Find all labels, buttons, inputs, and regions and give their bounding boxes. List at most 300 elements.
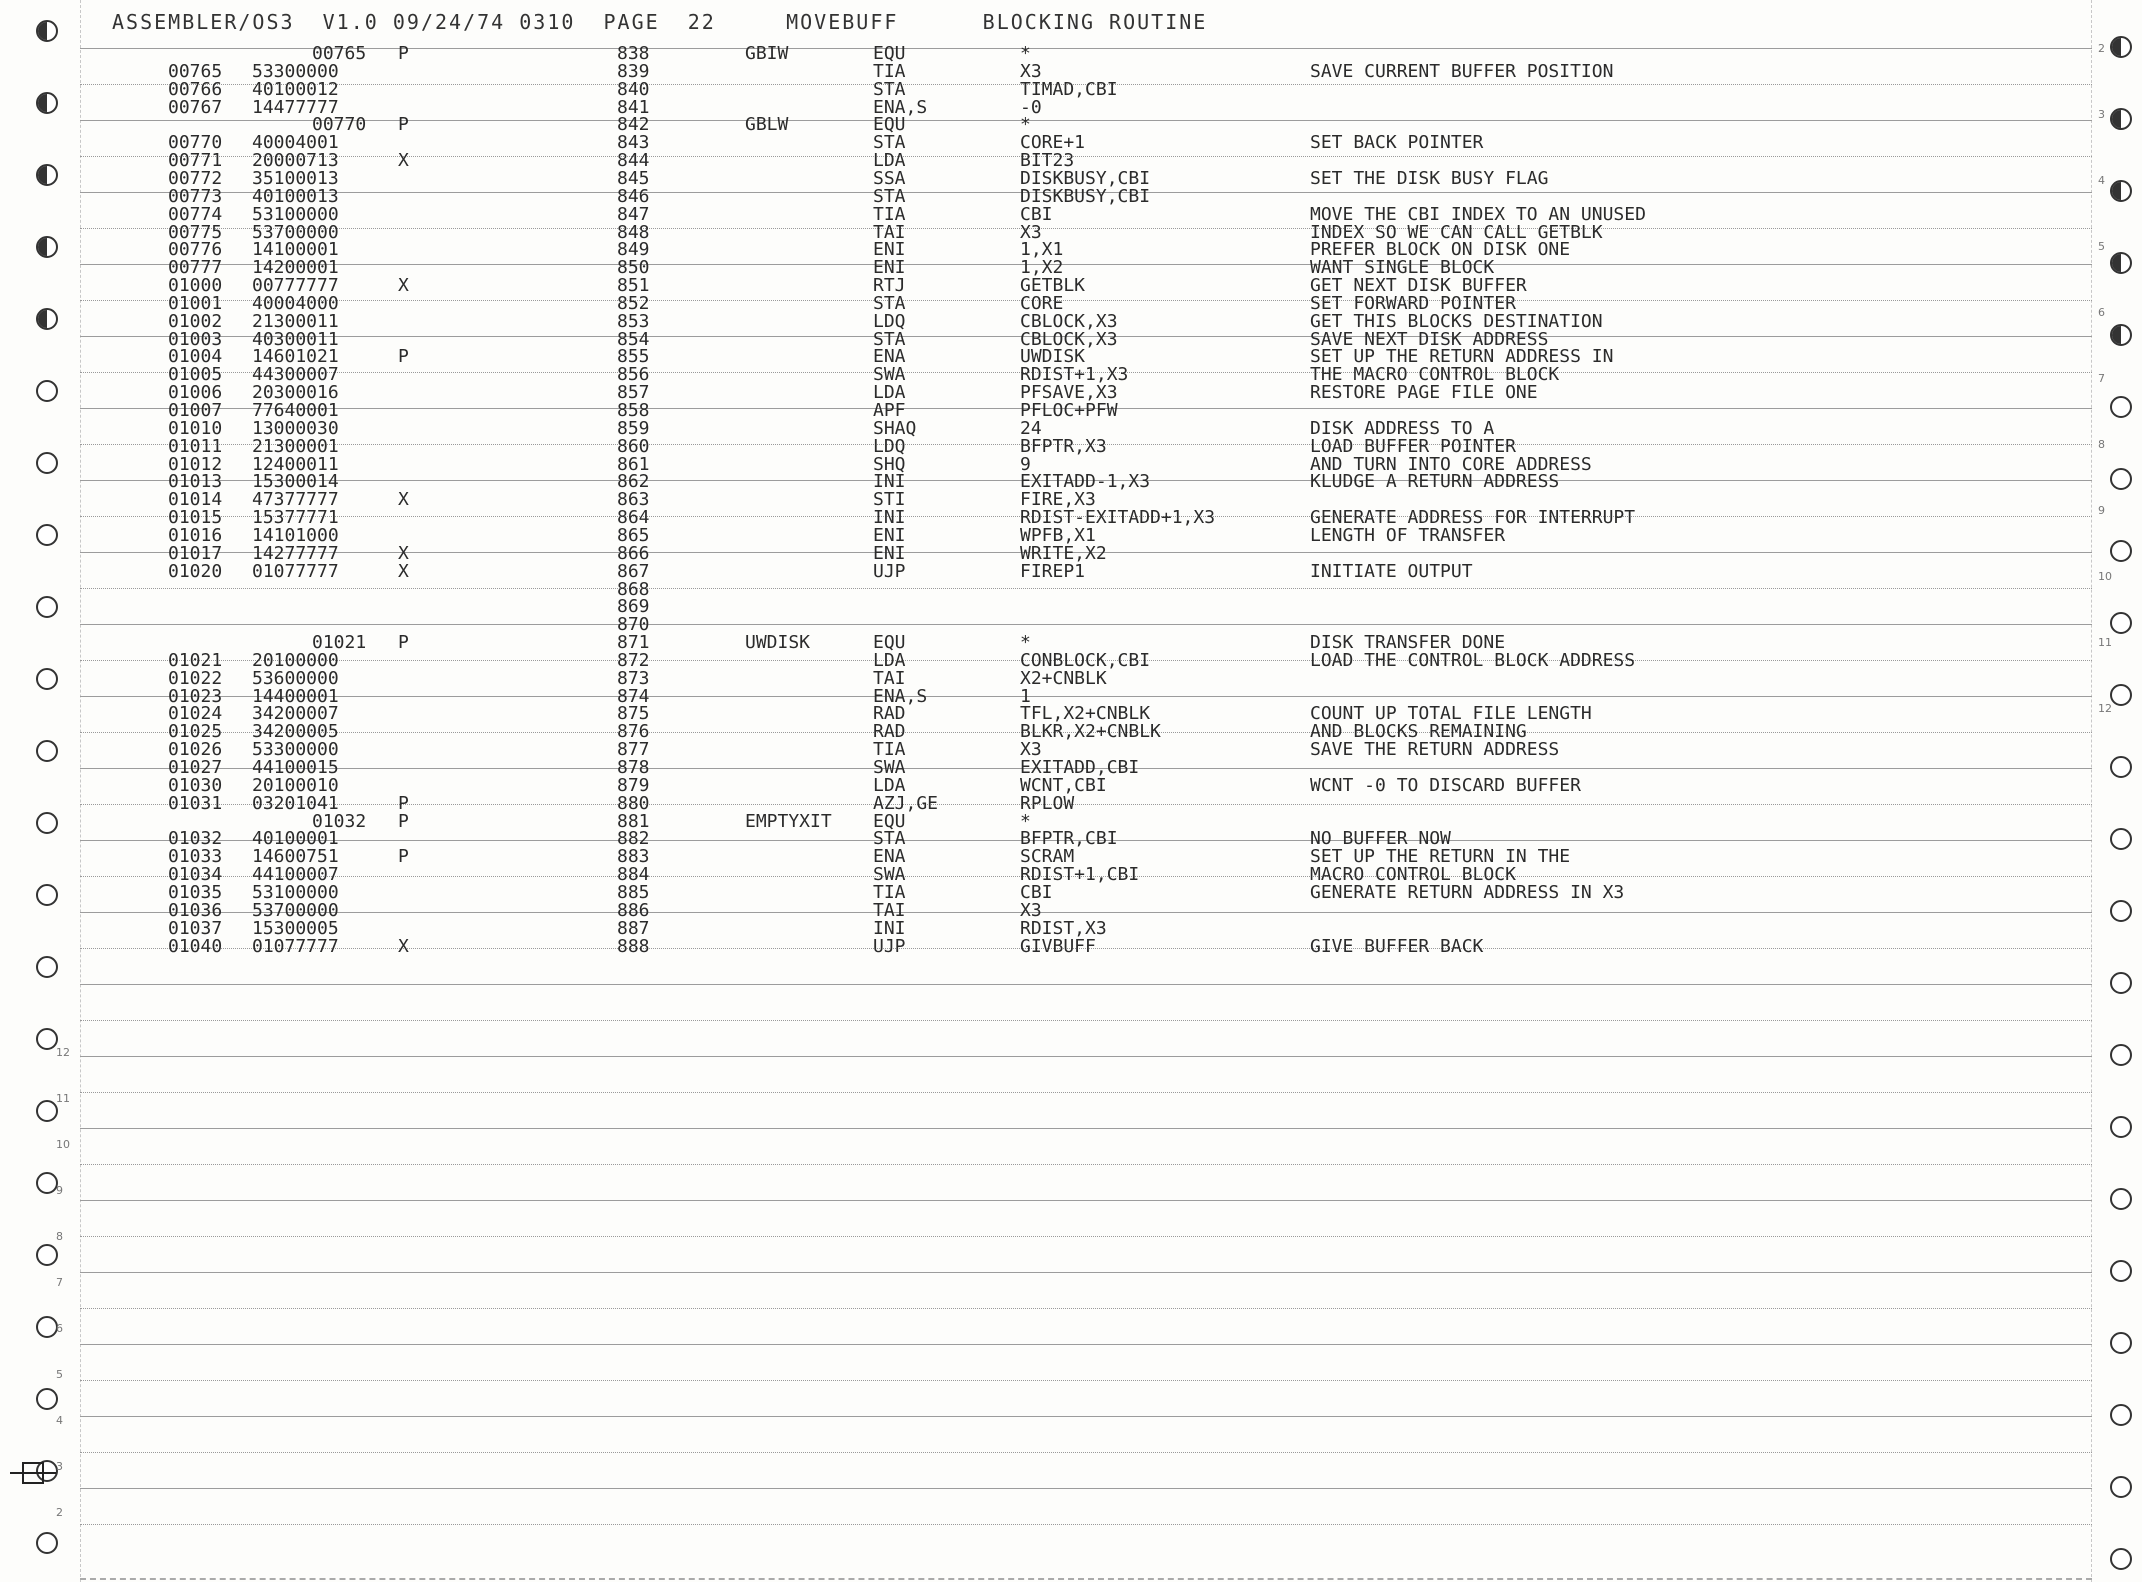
ruled-line	[80, 1056, 2092, 1057]
margin-number: 11	[2098, 636, 2112, 649]
listing-word: 77640001	[252, 400, 339, 421]
listing-seq: 861	[617, 453, 650, 475]
listing-op: SSA	[873, 167, 906, 189]
listing-addr: 01015	[168, 507, 223, 529]
ruled-line	[80, 1092, 2092, 1093]
listing-seq: 840	[617, 78, 650, 100]
listing-seq: 875	[617, 703, 650, 725]
listing-comment: SET FORWARD POINTER	[1310, 292, 1516, 314]
listing-addr: 01005	[168, 364, 223, 386]
listing-seq: 871	[617, 632, 650, 654]
listing-line	[0, 203, 2142, 225]
listing-addr: 00766	[168, 78, 223, 100]
tractor-hole-icon	[36, 20, 58, 42]
tractor-hole-icon	[36, 1532, 58, 1554]
listing-op: TAI	[873, 899, 906, 921]
ruled-line	[80, 1488, 2092, 1489]
listing-seq: 843	[617, 132, 650, 154]
listing-operand: UWDISK	[1020, 346, 1086, 368]
listing-op: LDQ	[873, 310, 906, 332]
listing-operand: BFPTR,X3	[1020, 435, 1107, 457]
margin-number: 9	[56, 1184, 63, 1197]
listing-op: ENI	[873, 542, 906, 564]
listing-word: 40300011	[252, 328, 339, 350]
listing-addr: 01016	[168, 524, 223, 546]
listing-word: 53700000	[252, 221, 339, 243]
listing-word: 14100001	[252, 239, 339, 261]
listing-addr: 00777	[168, 257, 223, 279]
listing-addr: 00774	[168, 203, 223, 225]
listing-op: EQU	[873, 810, 906, 832]
listing-addr: 01000	[168, 275, 223, 297]
listing-op: STI	[873, 489, 906, 511]
listing-addr: 00765	[168, 60, 223, 82]
listing-comment: LOAD THE CONTROL BLOCK ADDRESS	[1310, 649, 1636, 671]
ruled-line	[80, 1164, 2092, 1165]
listing-operand: CBLOCK,X3	[1020, 328, 1118, 350]
margin-number: 2	[56, 1506, 63, 1519]
listing-flag: P	[398, 810, 409, 832]
listing-operand: PFSAVE,X3	[1020, 382, 1118, 404]
margin-number: 12	[56, 1046, 70, 1059]
listing-op: SWA	[873, 757, 906, 778]
listing-op: LDA	[873, 774, 906, 796]
listing-operand: *	[1020, 114, 1031, 136]
listing-op: UJP	[873, 935, 906, 957]
listing-comment: LOAD BUFFER POINTER	[1310, 435, 1516, 457]
listing-flag: P	[398, 792, 409, 814]
listing-addr: 01034	[168, 864, 223, 886]
listing-op: ENA,S	[873, 685, 928, 707]
listing-word: 00777777	[252, 275, 339, 297]
listing-op: LDQ	[873, 435, 906, 457]
listing-addr: 01040	[168, 935, 223, 957]
listing-comment: THE MACRO CONTROL BLOCK	[1310, 364, 1560, 386]
listing-flag: X	[398, 935, 409, 957]
listing-operand: GIVBUFF	[1020, 935, 1096, 957]
listing-comment: AND BLOCKS REMAINING	[1310, 721, 1527, 743]
listing-comment: SET BACK POINTER	[1310, 132, 1484, 154]
listing-seq: 879	[617, 774, 650, 796]
listing-operand: RPLOW	[1020, 792, 1075, 814]
listing-seq: 852	[617, 292, 650, 314]
listing-op: STA	[873, 292, 906, 314]
listing-word: 20100010	[252, 774, 339, 796]
listing-word: 21300001	[252, 435, 339, 457]
tractor-hole-icon	[2110, 1116, 2132, 1138]
listing-word: 34200005	[252, 721, 339, 743]
listing-operand: WRITE,X2	[1020, 542, 1107, 564]
margin-number: 3	[56, 1460, 63, 1473]
listing-addr: 01026	[168, 739, 223, 761]
listing-addr: 01035	[168, 881, 223, 903]
listing-op: SHAQ	[873, 417, 917, 439]
listing-op: RTJ	[873, 275, 906, 297]
listing-op: TAI	[873, 667, 906, 689]
listing-word: 01077777	[252, 935, 339, 957]
listing-word: 14600751	[252, 846, 339, 868]
listing-word: 20300016	[252, 382, 339, 404]
listing-label: EMPTYXIT	[745, 810, 832, 832]
listing-operand: X2+CNBLK	[1020, 667, 1107, 689]
margin-number: 6	[2098, 306, 2105, 319]
listing-comment: SET UP THE RETURN IN THE	[1310, 846, 1571, 868]
listing-line	[0, 917, 2142, 939]
listing-operand: X3	[1020, 739, 1042, 761]
listing-seq: 888	[617, 935, 650, 957]
listing-addr: 01024	[168, 703, 223, 725]
listing-seq: 847	[617, 203, 650, 225]
listing-addr: 01010	[168, 417, 223, 439]
listing-operand: DISKBUSY,CBI	[1020, 185, 1151, 207]
listing-seq: 886	[617, 899, 650, 921]
listing-addr: 01023	[168, 685, 223, 707]
margin-number: 7	[2098, 372, 2105, 385]
listing-word: 12400011	[252, 453, 339, 475]
listing-flag: P	[398, 346, 409, 368]
listing-seq: 870	[617, 614, 650, 636]
listing-seq: 872	[617, 649, 650, 671]
listing-seq: 854	[617, 328, 650, 350]
header-time: 0310	[519, 10, 576, 34]
margin-number: 5	[56, 1368, 63, 1381]
listing-word: 00765	[312, 43, 367, 64]
listing-flag: X	[398, 275, 409, 297]
listing-word: 53100000	[252, 881, 339, 903]
listing-operand: RDIST-EXITADD+1,X3	[1020, 507, 1216, 529]
listing-word: 20100000	[252, 649, 339, 671]
listing-comment: PREFER BLOCK ON DISK ONE	[1310, 239, 1571, 261]
listing-line	[0, 78, 2142, 100]
margin-number: 10	[2098, 570, 2112, 583]
listing-seq: 841	[617, 96, 650, 118]
tractor-hole-icon	[2110, 1404, 2132, 1426]
listing-addr: 01012	[168, 453, 223, 475]
listing-word: 44300007	[252, 364, 339, 386]
listing-seq: 845	[617, 167, 650, 189]
listing-addr: 01020	[168, 560, 223, 582]
listing-operand: X3	[1020, 60, 1042, 82]
listing-op: ENI	[873, 239, 906, 261]
listing-operand: -0	[1020, 96, 1042, 118]
listing-seq: 877	[617, 739, 650, 761]
listing-addr: 01013	[168, 471, 223, 493]
listing-seq: 839	[617, 60, 650, 82]
listing-addr: 01025	[168, 721, 223, 743]
listing-operand: 1	[1020, 685, 1031, 707]
listing-label: GBLW	[745, 114, 789, 136]
listing-comment: WCNT -0 TO DISCARD BUFFER	[1310, 774, 1581, 796]
listing-comment: NO BUFFER NOW	[1310, 828, 1451, 850]
listing-addr: 00776	[168, 239, 223, 261]
listing-operand: X3	[1020, 221, 1042, 243]
margin-number: 8	[56, 1230, 63, 1243]
tractor-hole-icon	[36, 1028, 58, 1050]
listing-word: 14400001	[252, 685, 339, 707]
listing-addr: 00767	[168, 96, 223, 118]
listing-addr: 01001	[168, 292, 223, 314]
listing-seq: 838	[617, 43, 650, 64]
listing-operand: GETBLK	[1020, 275, 1086, 297]
listing-word: 15300005	[252, 917, 339, 939]
listing-word: 13000030	[252, 417, 339, 439]
listing-word: 01021	[312, 632, 367, 654]
listing-addr: 00770	[168, 132, 223, 154]
listing-addr: 01011	[168, 435, 223, 457]
listing-operand: CBI	[1020, 881, 1053, 903]
ruled-line	[80, 1416, 2092, 1417]
listing-word: 14601021	[252, 346, 339, 368]
listing-seq: 883	[617, 846, 650, 868]
listing-op: EQU	[873, 43, 906, 64]
listing-line	[0, 578, 2142, 600]
listing-comment: COUNT UP TOTAL FILE LENGTH	[1310, 703, 1592, 725]
tractor-hole-icon	[2110, 1260, 2132, 1282]
ruled-line	[80, 1020, 2092, 1021]
listing-addr: 01007	[168, 400, 223, 421]
tractor-hole-icon	[2110, 1476, 2132, 1498]
listing-seq: 876	[617, 721, 650, 743]
listing-op: INI	[873, 507, 906, 529]
listing-addr: 01030	[168, 774, 223, 796]
listing-seq: 866	[617, 542, 650, 564]
listing-addr: 01017	[168, 542, 223, 564]
margin-number: 7	[56, 1276, 63, 1289]
listing-operand: FIRE,X3	[1020, 489, 1096, 511]
listing-word: 00770	[312, 114, 367, 136]
ruled-line	[80, 1524, 2092, 1525]
listing-op: RAD	[873, 721, 906, 743]
margin-number: 3	[2098, 108, 2105, 121]
listing-comment: DISK ADDRESS TO A	[1310, 417, 1495, 439]
listing-addr: 01022	[168, 667, 223, 689]
listing-seq: 855	[617, 346, 650, 368]
listing-op: STA	[873, 828, 906, 850]
listing-op: UJP	[873, 560, 906, 582]
listing-comment: SET UP THE RETURN ADDRESS IN	[1310, 346, 1614, 368]
listing-seq: 859	[617, 417, 650, 439]
listing-flag: P	[398, 846, 409, 868]
listing-seq: 874	[617, 685, 650, 707]
listing-op: INI	[873, 471, 906, 493]
listing-comment: GIVE BUFFER BACK	[1310, 935, 1484, 957]
margin-number: 11	[56, 1092, 70, 1105]
listing-addr: 00775	[168, 221, 223, 243]
listing-op: EQU	[873, 632, 906, 654]
listing-addr: 01032	[168, 828, 223, 850]
listing-word: 20000713	[252, 150, 339, 172]
tractor-hole-icon	[36, 1244, 58, 1266]
listing-seq: 851	[617, 275, 650, 297]
listing-operand: DISKBUSY,CBI	[1020, 167, 1151, 189]
listing-seq: 880	[617, 792, 650, 814]
header-page-number: 22	[687, 10, 716, 34]
binder-clip-icon	[10, 1462, 56, 1486]
listing-operand: PFLOC+PFW	[1020, 400, 1118, 421]
listing-seq: 860	[617, 435, 650, 457]
listing-op: ENA,S	[873, 96, 928, 118]
listing-operand: 1,X2	[1020, 257, 1064, 279]
listing-operand: RDIST,X3	[1020, 917, 1107, 939]
listing-op: ENA	[873, 346, 906, 368]
ruled-line	[80, 1200, 2092, 1201]
listing-op: STA	[873, 328, 906, 350]
listing-comment: SAVE CURRENT BUFFER POSITION	[1310, 60, 1614, 82]
listing-seq: 846	[617, 185, 650, 207]
tractor-hole-icon	[36, 1100, 58, 1122]
listing-addr: 01031	[168, 792, 223, 814]
tractor-hole-icon	[2110, 1188, 2132, 1210]
tractor-hole-icon	[2110, 1044, 2132, 1066]
listing-seq: 863	[617, 489, 650, 511]
listing-operand: 24	[1020, 417, 1042, 439]
listing-operand: TIMAD,CBI	[1020, 78, 1118, 100]
listing-word: 40004001	[252, 132, 339, 154]
listing-operand: X3	[1020, 899, 1042, 921]
listing-comment: SAVE THE RETURN ADDRESS	[1310, 739, 1560, 761]
listing-seq: 869	[617, 596, 650, 618]
listing-addr: 01033	[168, 846, 223, 868]
listing-seq: 864	[617, 507, 650, 529]
listing-word: 35100013	[252, 167, 339, 189]
listing-seq: 878	[617, 757, 650, 778]
header-module: MOVEBUFF	[786, 10, 899, 34]
listing-operand: CONBLOCK,CBI	[1020, 649, 1151, 671]
margin-number: 5	[2098, 240, 2105, 253]
listing-operand: BIT23	[1020, 150, 1075, 172]
tractor-hole-icon	[36, 956, 58, 978]
listing-seq: 873	[617, 667, 650, 689]
listing-operand: TFL,X2+CNBLK	[1020, 703, 1151, 725]
listing-seq: 885	[617, 881, 650, 903]
listing-word: 14277777	[252, 542, 339, 564]
listing-op: INI	[873, 917, 906, 939]
listing-seq: 849	[617, 239, 650, 261]
ruled-line	[80, 1308, 2092, 1309]
listing-operand: RDIST+1,CBI	[1020, 864, 1140, 886]
header-title: BLOCKING ROUTINE	[982, 10, 1208, 34]
listing-operand: EXITADD,CBI	[1020, 757, 1140, 778]
listing-op: AZJ,GE	[873, 792, 939, 814]
listing-line	[0, 435, 2142, 457]
ruled-line	[80, 984, 2092, 985]
listing-flag: P	[398, 43, 409, 64]
listing-op: LDA	[873, 382, 906, 404]
listing-seq: 857	[617, 382, 650, 404]
listing-operand: CORE+1	[1020, 132, 1086, 154]
ruled-line	[80, 1380, 2092, 1381]
listing-word: 21300011	[252, 310, 339, 332]
listing-seq: 858	[617, 400, 650, 421]
listing-word: 47377777	[252, 489, 339, 511]
listing-comment: INDEX SO WE CAN CALL GETBLK	[1310, 221, 1603, 243]
listing-seq: 887	[617, 917, 650, 939]
listing-op: STA	[873, 78, 906, 100]
listing-flag: X	[398, 542, 409, 564]
margin-number: 6	[56, 1322, 63, 1335]
listing-op: SWA	[873, 364, 906, 386]
header-page-label: PAGE	[603, 10, 660, 34]
listing-word: 01077777	[252, 560, 339, 582]
listing-word: 44100015	[252, 757, 339, 778]
listing-word: 53300000	[252, 739, 339, 761]
listing-comment: DISK TRANSFER DONE	[1310, 632, 1506, 654]
listing-flag: X	[398, 150, 409, 172]
listing-label: UWDISK	[745, 632, 811, 654]
listing-seq: 842	[617, 114, 650, 136]
listing-addr: 01014	[168, 489, 223, 511]
listing-seq: 868	[617, 578, 650, 600]
listing-seq: 884	[617, 864, 650, 886]
listing-flag: P	[398, 114, 409, 136]
listing-seq: 848	[617, 221, 650, 243]
listing-line	[0, 792, 2142, 814]
listing-operand: CBLOCK,X3	[1020, 310, 1118, 332]
listing-word: 53600000	[252, 667, 339, 689]
listing-addr: 01006	[168, 382, 223, 404]
listing-addr: 01037	[168, 917, 223, 939]
listing-op: ENI	[873, 257, 906, 279]
header-program: ASSEMBLER/OS3	[112, 10, 295, 34]
listing-op: SWA	[873, 864, 906, 886]
listing-operand: CORE	[1020, 292, 1064, 314]
listing-word: 40100012	[252, 78, 339, 100]
listing-word: 14477777	[252, 96, 339, 118]
tractor-hole-icon	[2110, 1548, 2132, 1570]
listing-op: SHQ	[873, 453, 906, 475]
listing-seq: 844	[617, 150, 650, 172]
listing-seq: 862	[617, 471, 650, 493]
tractor-hole-icon	[36, 1316, 58, 1338]
listing-word: 14101000	[252, 524, 339, 546]
listing-operand: WCNT,CBI	[1020, 774, 1107, 796]
listing-line	[0, 598, 2142, 616]
ruled-line	[80, 1272, 2092, 1273]
listing-seq: 867	[617, 560, 650, 582]
margin-number: 9	[2098, 504, 2105, 517]
listing-word: 40100001	[252, 828, 339, 850]
listing-operand: SCRAM	[1020, 846, 1075, 868]
listing-line	[0, 560, 2142, 582]
header-version: V1.0	[322, 10, 379, 34]
margin-number: 12	[2098, 702, 2112, 715]
listing-flag: X	[398, 560, 409, 582]
listing-op: ENA	[873, 846, 906, 868]
listing-label: GBIW	[745, 43, 789, 64]
listing-addr: 01003	[168, 328, 223, 350]
listing-comment: MOVE THE CBI INDEX TO AN UNUSED	[1310, 203, 1646, 225]
listing-op: STA	[873, 185, 906, 207]
listing-op: APF	[873, 400, 906, 421]
listing-word: 40100013	[252, 185, 339, 207]
listing-operand: 1,X1	[1020, 239, 1064, 261]
listing-operand: FIREP1	[1020, 560, 1086, 582]
listing-word: 15377771	[252, 507, 339, 529]
listing-addr: 01036	[168, 899, 223, 921]
listing-comment: AND TURN INTO CORE ADDRESS	[1310, 453, 1592, 475]
listing-word: 15300014	[252, 471, 339, 493]
listing-comment: WANT SINGLE BLOCK	[1310, 257, 1495, 279]
margin-number: 4	[2098, 174, 2105, 187]
listing-op: ENI	[873, 524, 906, 546]
listing-addr: 01004	[168, 346, 223, 368]
listing-addr: 01021	[168, 649, 223, 671]
listing-comment: MACRO CONTROL BLOCK	[1310, 864, 1516, 886]
listing-op: STA	[873, 132, 906, 154]
listing-comment: INITIATE OUTPUT	[1310, 560, 1473, 582]
listing-operand: BLKR,X2+CNBLK	[1020, 721, 1161, 743]
listing-word: 14200001	[252, 257, 339, 279]
